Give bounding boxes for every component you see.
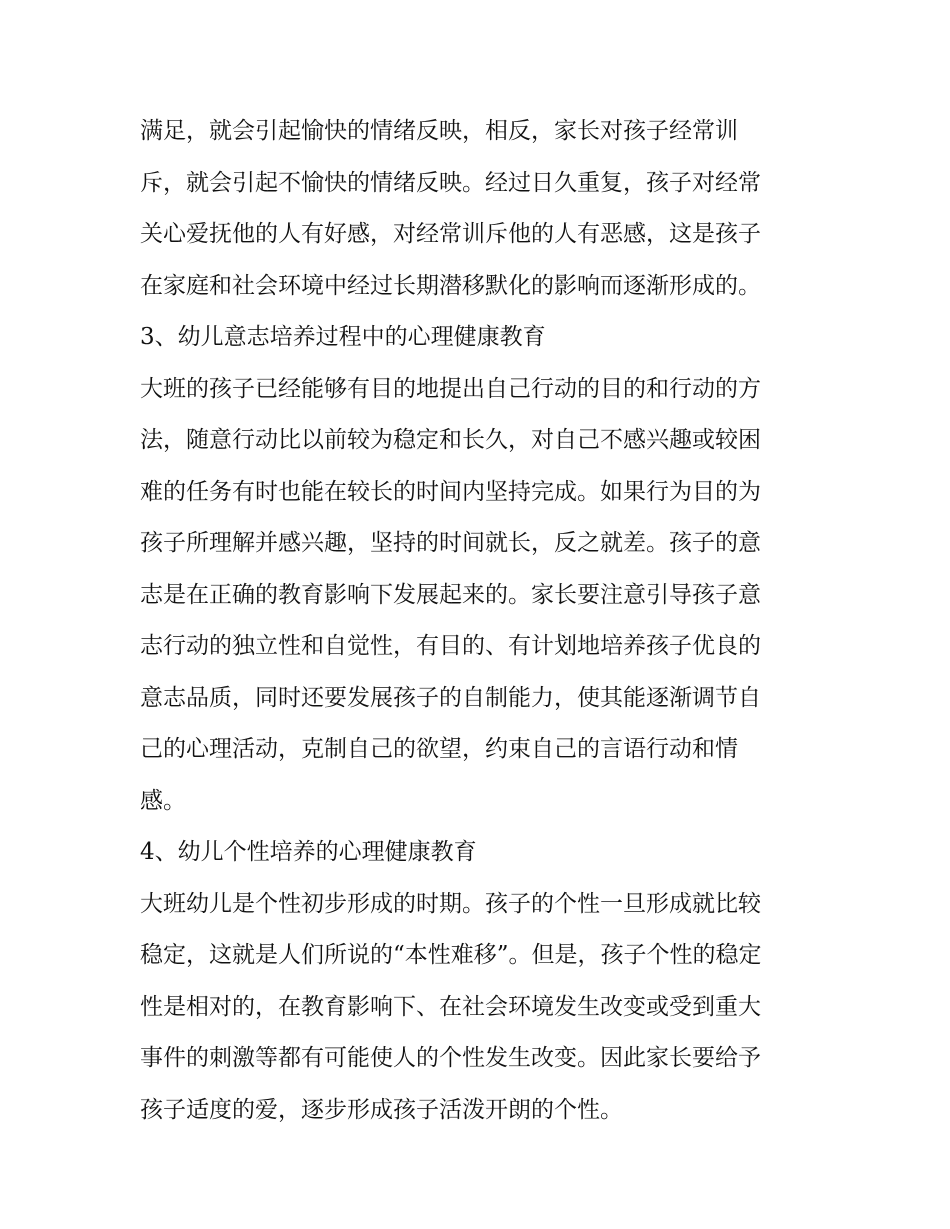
section-heading: 3、幼儿意志培养过程中的心理健康教育 (140, 324, 546, 350)
text-line: 孩子所理解并感兴趣，坚持的时间就长，反之就差。孩子的意 (140, 530, 761, 556)
text-line: 关心爱抚他的人有好感，对经常训斥他的人有恶感，这是孩子 (140, 221, 761, 247)
text-line: 大班幼儿是个性初步形成的时期。孩子的个性一旦形成就比较 (140, 890, 761, 917)
text-line: 孩子适度的爱，逐步形成孩子活泼开朗的个性。 (140, 1096, 623, 1123)
text-line: 稳定，这就是人们所说的“本性难移”。但是，孩子个性的稳定 (140, 942, 762, 968)
section-heading: 4、幼儿个性培养的心理健康教育 (140, 839, 477, 865)
text-line: 大班的孩子已经能够有目的地提出自己行动的目的和行动的方 (140, 375, 761, 402)
text-line: 志是在正确的教育影响下发展起来的。家长要注意引导孩子意 (140, 581, 761, 608)
text-line: 意志品质，同时还要发展孩子的自制能力，使其能逐渐调节自 (140, 684, 761, 711)
text-line: 满足，就会引起愉快的情绪反映，相反，家长对孩子经常训 (140, 118, 738, 144)
text-line: 感。 (140, 787, 186, 814)
text-line: 性是相对的，在教育影响下、在社会环境发生改变或受到重大 (140, 993, 761, 1020)
text-line: 法，随意行动比以前较为稳定和长久，对自己不感兴趣或较困 (140, 427, 761, 453)
text-line: 事件的刺激等都有可能使人的个性发生改变。因此家长要给予 (140, 1045, 761, 1071)
text-line: 斥，就会引起不愉快的情绪反映。经过日久重复，孩子对经常 (140, 169, 761, 196)
text-line: 己的心理活动，克制自己的欲望，约束自己的言语行动和情 (140, 736, 738, 762)
text-line: 志行动的独立性和自觉性，有目的、有计划地培养孩子优良的 (140, 633, 761, 659)
document-body (140, 106, 820, 1136)
text-line: 在家庭和社会环境中经过长期潜移默化的影响而逐渐形成的。 (140, 272, 761, 299)
text-line: 难的任务有时也能在较长的时间内坚持完成。如果行为目的为 (140, 478, 761, 505)
